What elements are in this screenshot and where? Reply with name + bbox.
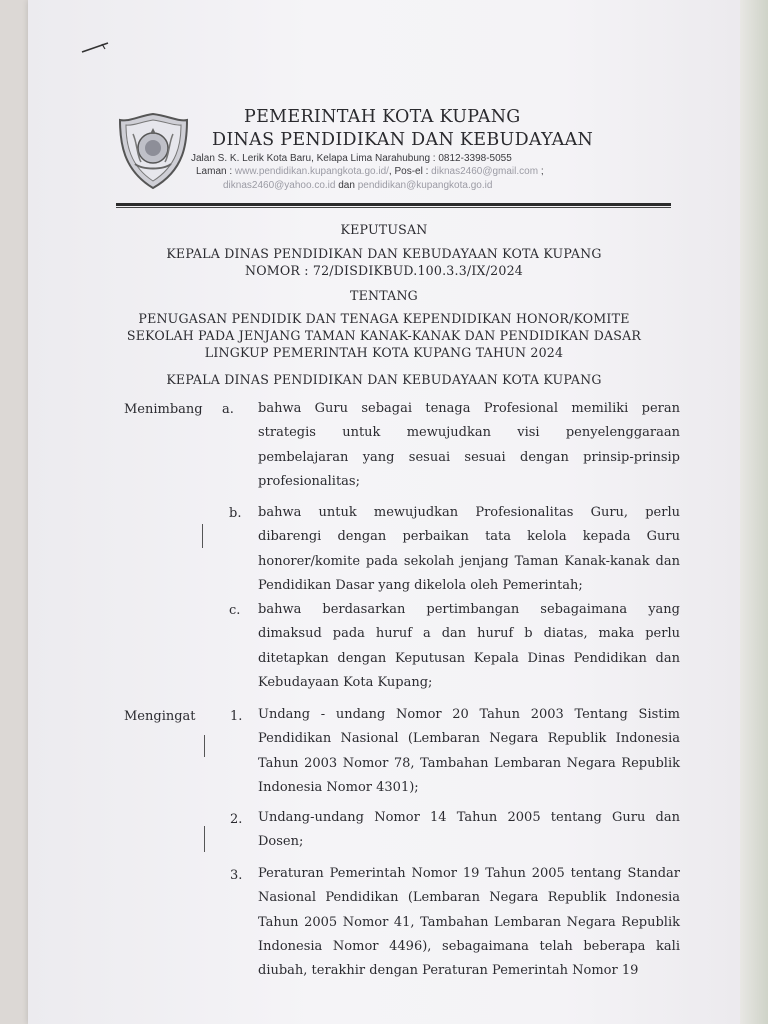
menimbang-item: bahwa Guru sebagai tenaga Profesional memiliki peran strategis untuk mewujudkan visi penyelenggaraan pembelajaran yang sesuai sesuai dengan prinsip-prinsip profesionalitas; xyxy=(258,401,680,489)
mengingat-marker: 1. xyxy=(230,709,243,724)
email-link-yahoo[interactable]: diknas2460@yahoo.co.id xyxy=(223,180,336,191)
decree-subject-line: PENUGASAN PENDIDIK DAN TENAGA KEPENDIDIKAN HONOR/KOMITE xyxy=(138,311,630,326)
menimbang-marker: a. xyxy=(222,402,234,417)
city-emblem-icon xyxy=(117,112,190,190)
menimbang-item: bahwa untuk mewujudkan Profesionalitas Guru, perlu dibarengi dengan perbaikan tata kelola kepada Guru honorer/komite pada sekolah jenjang Taman Kanak-kanak dan Pendidikan Dasar yang dikelola oleh Pemerintah; xyxy=(258,505,680,593)
margin-mark xyxy=(202,524,203,548)
mengingat-item: Undang-undang Nomor 14 Tahun 2005 tentang Guru dan Dosen; xyxy=(258,810,680,850)
office-address: Jalan S. K. Lerik Kota Baru, Kelapa Lima Narahubung : 0812-3398-5055 xyxy=(191,153,512,164)
email-link-official[interactable]: pendidikan@kupangkota.go.id xyxy=(357,180,493,191)
and-word: dan xyxy=(338,180,355,191)
menimbang-label: Menimbang xyxy=(124,402,203,417)
contact-line xyxy=(196,166,544,177)
header-rule-thick xyxy=(116,203,671,206)
mengingat-marker: 3. xyxy=(230,868,243,883)
background-edge xyxy=(740,0,768,1024)
separator: ; xyxy=(540,166,544,177)
email-label: , Pos-el : xyxy=(388,166,429,177)
website-link[interactable]: www.pendidikan.kupangkota.go.id/ xyxy=(234,166,389,177)
decree-about: TENTANG xyxy=(350,288,418,303)
office-name: DINAS PENDIDIKAN DAN KEBUDAYAAN xyxy=(212,130,594,150)
decree-number: NOMOR : 72/DISDIKBUD.100.3.3/IX/2024 xyxy=(244,263,523,278)
margin-mark xyxy=(204,735,205,757)
menimbang-item: bahwa berdasarkan pertimbangan sebagaimana yang dimaksud pada huruf a dan huruf b diatas, maka perlu ditetapkan dengan Keputusan Kepala Dinas Pendidikan dan Kebudayaan Kota Kupang; xyxy=(258,602,680,690)
menimbang-marker: b. xyxy=(229,506,242,521)
decree-subject-line: SEKOLAH PADA JENJANG TAMAN KANAK-KANAK DAN PENDIDIKAN DASAR xyxy=(126,328,642,343)
pen-mark-icon xyxy=(80,40,110,54)
government-name: PEMERINTAH KOTA KUPANG xyxy=(244,107,521,127)
margin-mark xyxy=(204,826,205,852)
mengingat-marker: 2. xyxy=(230,812,243,827)
email-link-gmail[interactable]: diknas2460@gmail.com xyxy=(431,166,539,177)
decree-type: KEPUTUSAN xyxy=(340,222,428,237)
mengingat-item: Undang - undang Nomor 20 Tahun 2003 Tentang Sistim Pendidikan Nasional (Lembaran Negara Republik Indonesia Tahun 2003 Nomor 78, Tambahan Lembaran Negara Republik Indonesia Nomor 4301); xyxy=(258,707,680,795)
decree-authority: KEPALA DINAS PENDIDIKAN DAN KEBUDAYAAN KOTA KUPANG xyxy=(166,372,602,387)
decree-issuer: KEPALA DINAS PENDIDIKAN DAN KEBUDAYAAN KOTA KUPANG xyxy=(166,246,602,261)
website-label: Laman : xyxy=(196,166,233,177)
mengingat-item: Peraturan Pemerintah Nomor 19 Tahun 2005 tentang Standar Nasional Pendidikan (Lembaran Negara Republik Indonesia Tahun 2005 Nomor 41, Tambahan Lembaran Negara Republik Indonesia Nomor 4496), sebagaimana telah beberapa kali diubah, terakhir dengan Peraturan Pemerintah Nomor 19 xyxy=(258,866,680,979)
mengingat-label: Mengingat xyxy=(124,709,196,724)
header-rule-thin xyxy=(116,207,671,208)
menimbang-marker: c. xyxy=(229,603,241,618)
contact-line-2 xyxy=(223,180,492,191)
decree-subject-line: LINGKUP PEMERINTAH KOTA KUPANG TAHUN 2024 xyxy=(204,345,564,360)
